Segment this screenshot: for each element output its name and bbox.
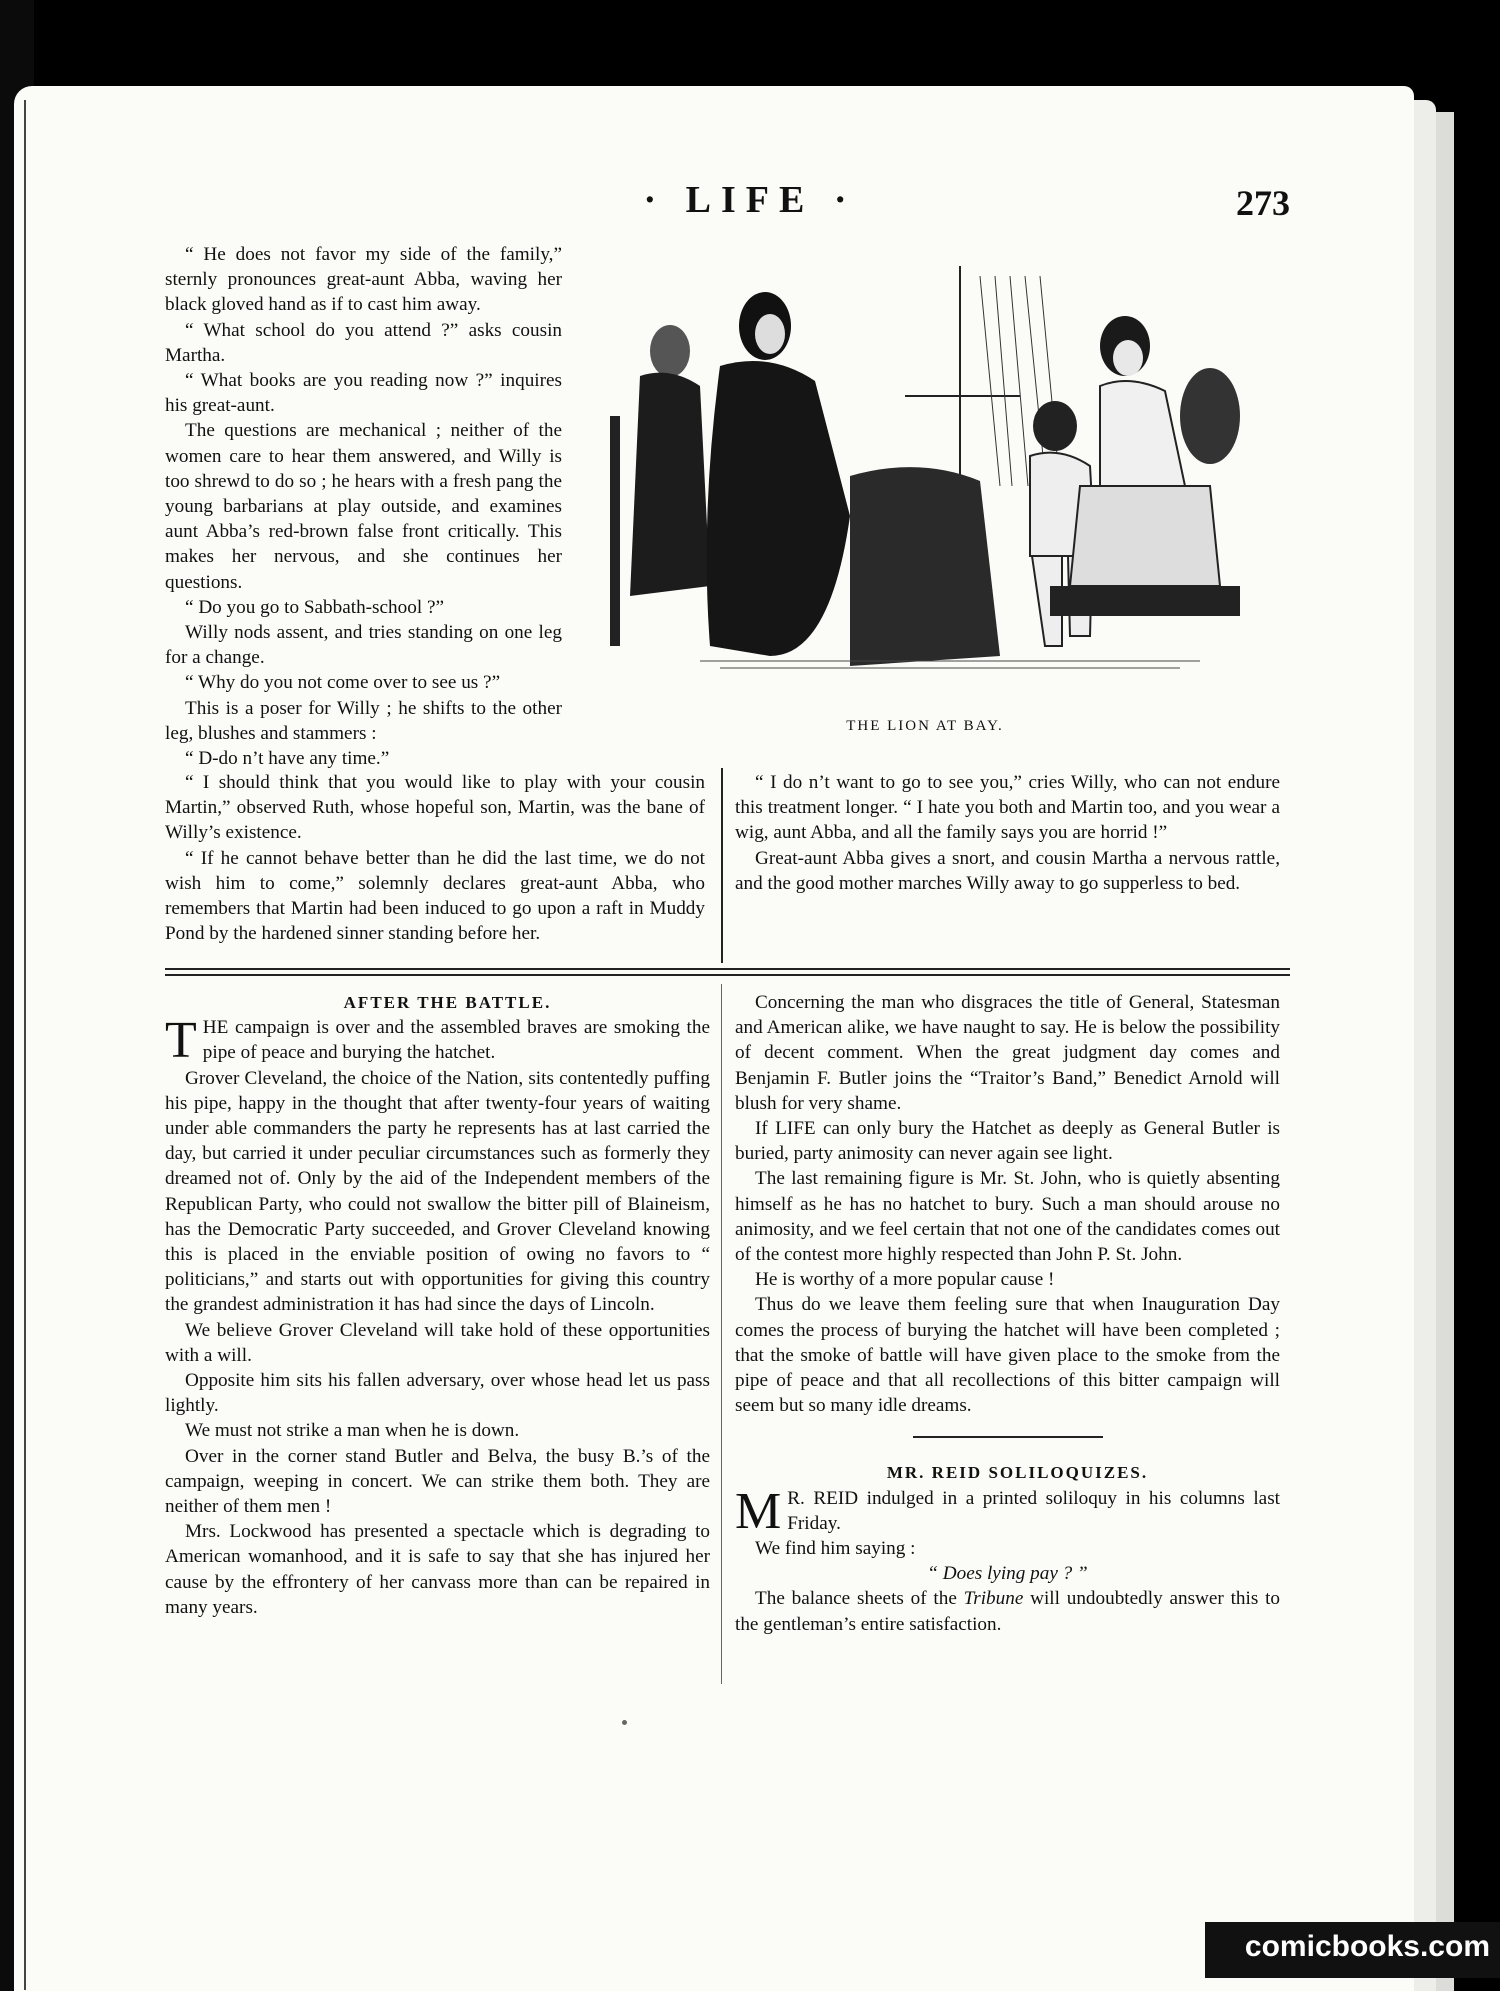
lead-text: HE campaign is over and the assembled braves are smoking the pipe of peace and burying the hatchet.	[202, 1017, 710, 1064]
section-divider	[165, 968, 1290, 970]
paragraph: Opposite him sits his fallen adversary, over whose head let us pass lightly.	[165, 1370, 710, 1417]
story-column-wide	[165, 770, 705, 946]
paragraph: “ He does not favor my side of the family,” sternly pronounces great-aunt Abba, waving her black gloved hand as if to cast him away.	[165, 244, 562, 316]
paragraph: We must not strike a man when he is down.	[185, 1420, 520, 1442]
paragraph: He is worthy of a more popular cause !	[755, 1269, 1055, 1291]
paragraph: We find him saying :	[755, 1538, 916, 1560]
paragraph: “ Do you go to Sabbath-school ?”	[185, 596, 444, 618]
paragraph: This is a poser for Willy ; he shifts to the other leg, blushes and stammers :	[165, 697, 562, 744]
paragraph: We believe Grover Cleveland will take hold of these opportunities with a will.	[165, 1319, 710, 1366]
lead-paragraph	[165, 1012, 710, 1070]
paragraph: Grover Cleveland, the choice of the Nation, sits contentedly puffing his pipe, happy in the thought that after twenty-four years of waiting under able commanders the party he represents has at last carried the day, but carried it under peculiar circumstances such as formerly they dreamed not of. Only by the aid of the Independent members of the Republican Party, who could not swallow the bitter pill of Blaineism, has the Democratic Party succeeded, and Grover Cleveland knowing this is placed in the enviable position of owing no favors to “ politicians,” and starts out with opportunities for giving this country the grandest administration it has had since the days of Lincoln.	[165, 1067, 710, 1316]
article-heading: MR. REID SOLILOQUIZES.	[886, 1463, 1149, 1483]
short-divider	[913, 1436, 1103, 1438]
paragraph: Willy nods assent, and tries standing on one leg for a change.	[165, 622, 562, 669]
paragraph: “ I do n’t want to go to see you,” cries Willy, who can not endure this treatment longer. “ I hate you both and Martin too, and you wear a wig, aunt Abba, and all the family says you are horrid !”	[735, 772, 1280, 844]
lead-text: R. REID indulged in a printed soliloquy in his columns last Friday.	[787, 1487, 1280, 1534]
drop-cap: M	[735, 1482, 782, 1540]
newspaper-name: Tribune	[963, 1588, 1024, 1610]
text-span: The balance sheets of the	[755, 1588, 964, 1610]
paragraph: Great-aunt Abba gives a snort, and cousin Martha a nervous rattle, and the good mother marches Willy away to go supperless to bed.	[735, 847, 1280, 894]
text-span: will undoubtedly answer this to the gentleman’s entire satisfaction.	[735, 1588, 1280, 1635]
paragraph: Mrs. Lockwood has presented a spectacle which is degrading to American womanhood, and it is safe to say that she has injured her cause by the effrontery of her canvass more than can be repaired in many years.	[165, 1521, 710, 1618]
drop-cap: T	[165, 1012, 197, 1070]
paragraph: Concerning the man who disgraces the title of General, Statesman and American alike, we have naught to say. He is below the possibility of decent comment. When the great judgment day comes and Benjamin F. Butler joins the “Traitor’s Band,” Benedict Arnold will blush for very shame.	[735, 992, 1280, 1114]
paragraph: “ What books are you reading now ?” inquires his great-aunt.	[165, 370, 562, 417]
section-divider	[165, 974, 1290, 976]
illustration-caption: THE LION AT BAY.	[846, 718, 1004, 734]
paragraph: “ What school do you attend ?” asks cousin Martha.	[165, 319, 562, 366]
story-column-top-left	[165, 242, 562, 771]
paragraph: “ D-do n’t have any time.”	[185, 748, 390, 770]
article-continuation	[735, 990, 1280, 1637]
watermark: comicbooks.com	[1244, 1930, 1490, 1963]
paragraph: Over in the corner stand Butler and Belva, the busy B.’s of the campaign, weeping in concert. We can strike them both. They are neither of them men !	[165, 1445, 710, 1518]
magazine-title: · LIFE ·	[643, 179, 857, 221]
quotation: “ Does lying pay ? ”	[927, 1563, 1088, 1585]
paragraph	[735, 1586, 1280, 1636]
article-after-the-battle	[165, 990, 710, 1620]
paragraph: The questions are mechanical ; neither of the women care to hear them answered, and Willy is too shrewd to do so ; he hears with a fresh pang the young barbarians at play outside, and examines aunt Abba’s red-brown false front critically. This makes her nervous, and she continues her questions.	[165, 420, 562, 593]
paragraph: “ I should think that you would like to play with your cousin Martin,” observed Ruth, whose hopeful son, Martin, was the bane of Willy’s existence.	[165, 772, 705, 844]
page-number: 273	[1236, 183, 1290, 223]
paragraph: “ Why do you not come over to see us ?”	[185, 672, 501, 694]
story-column-top-right	[735, 770, 1280, 896]
lead-paragraph	[735, 1482, 1280, 1540]
illustration-lion-at-bay	[600, 256, 1250, 676]
spine-line	[24, 100, 26, 1990]
print-speck	[622, 1720, 627, 1725]
paragraph: Thus do we leave them feeling sure that when Inauguration Day comes the process of burying the hatchet will have been completed ; that the smoke of battle will have given place to the smoke from the pipe of peace and that all recollections of this bitter campaign will seem but so many idle dreams.	[735, 1294, 1280, 1417]
paragraph: “ If he cannot behave better than he did the last time, we do not wish him to come,” solemnly declares great-aunt Abba, who remembers that Martin had been induced to go upon a raft in Muddy Pond by the hardened sinner standing before her.	[165, 847, 705, 945]
paragraph: If LIFE can only bury the Hatchet as deeply as General Butler is buried, party animosity can never again see light.	[735, 1118, 1280, 1165]
paragraph: The last remaining figure is Mr. St. John, who is quietly absenting himself as he has no hatchet to bury. Such a man should arouse no animosity, and we feel certain that not one of the candidates comes out of the contest more highly respected than John P. St. John.	[735, 1168, 1280, 1266]
article-heading: AFTER THE BATTLE.	[343, 993, 552, 1012]
column-divider	[721, 984, 722, 1684]
column-divider	[721, 768, 723, 963]
